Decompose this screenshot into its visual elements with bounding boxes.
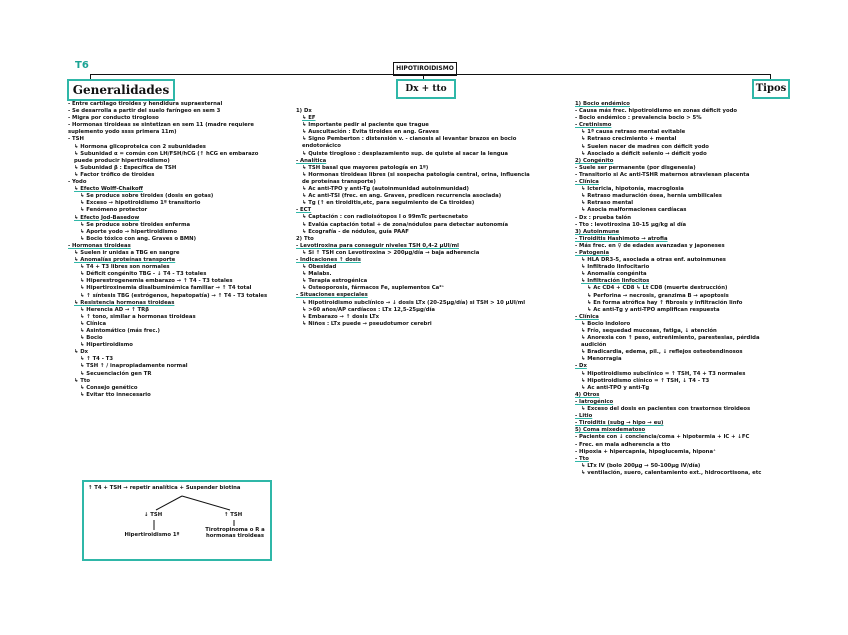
note-line: ↳ ↑ tono, similar a hormonas tiroideas [80,313,196,320]
note-line: ↳ EF [302,115,316,122]
note-line: - Yodo [68,179,87,186]
note-line: ↳ Importante pedir al paciente que trague [302,122,429,129]
column-tipos [575,101,761,477]
note-line: ↳ Niños : LTx puede → pseudotumor cerebri [302,320,432,327]
note-line: ↳ Asintomático (más frec.) [80,328,160,334]
note-line: ↳ Hipotiroidismo subclínico = ↑ TSH, T4 + T3 normales [581,370,746,377]
note-line: 3) Autoinmune [575,228,620,235]
note-line: ↳ Hipotiroidismo subclínico → ↓ dosis LTx (20-25μg/día) si TSH > 10 μUI/ml [302,299,526,306]
note-line: ↳ Anomalías proteínas transporte [74,257,176,264]
note-line: ↳ Bocio [80,335,103,342]
flow-top-row: ↑ T4 + TSH → repetir analítica + Suspender biotina [88,485,241,491]
note-line: - Dx [575,363,587,370]
note-line: 1) Bocio endémico [575,101,630,107]
note-line: ↳ Subunidad α = común con LH/FSH/hCG (↑ hCG en embarazo [74,150,259,157]
note-line: de proteínas transporte) [302,178,376,185]
note-line: ↳ Frío, sequedad mucosas, fatiga, ↓ atención [581,328,717,334]
note-line: ↳ Ecografía - de nódulos, guía PAAF [302,228,409,235]
note-line: 2) Congénito [575,157,614,164]
note-line: - Bocio endémico : prevalencia bocio > 5% [575,115,702,122]
note-line: - Clínica [575,313,599,320]
note-line: - TSH [68,136,84,143]
note-line: - Entre cartílago tiroides y hendidura supraesternal [68,101,223,107]
note-line: - Frec. en mala adherencia a tto [575,441,671,448]
note-line: ↳ TSH ↑ / inapropiadamente normal [80,363,188,370]
note-line: - Hormonas tiroideas [68,242,131,249]
flow-right-result: Tirotropinoma o R a hormonas tiroideas [205,527,265,539]
note-line: ↳ Suelen ir unidas a TBG en sangre [74,249,180,256]
note-line: ↳ Secuenciación gen TR [80,370,152,377]
note-line: - Patogenia [575,249,610,256]
note-line: - Litio [575,413,593,420]
note-line: ↳ Evitar tto innecesario [80,391,151,398]
note-line: - Levotiroxina para conseguir niveles TSH 0,4-2 μUI/ml [296,242,459,249]
note-line: - Transitorio si Ac anti-TSHR maternos atraviesan placenta [575,171,750,178]
note-line: ↳ LTx IV (bolo 200μg → 50-100μg IV/día) [581,462,701,469]
note-line: ↳ Efecto Wolff-Chaikoff [74,186,143,193]
note-line: ↳ Hipertiroidismo [80,342,133,349]
connector-bar [90,74,770,75]
note-line: ↳ Ictericia, hipotonía, macroglosia [581,186,684,193]
note-line: endotorácico [302,143,341,150]
note-line: - Tiroiditis (subg → hipo → eu) [575,420,664,427]
note-line: ↳ Bocio tóxico con ang. Graves o BMN) [80,235,197,242]
note-line: ↳ Ac anti-TSI (frec. en ang. Graves, predicen recurrencia asociada) [302,193,502,200]
note-line: ↳ Hormonas tiroideas libres (si sospecha patología central, orina, influencia [302,171,530,178]
note-line: 4) Otros [575,391,600,398]
note-line: 1) Dx [296,108,312,114]
note-line: - Analítica [296,157,327,164]
header-tipos: Tipos [752,79,790,99]
note-line: 2) Tto [296,235,314,242]
note-line: - Clínica [575,179,599,186]
page-title: HIPOTIROIDISMO [393,62,457,76]
note-line: ↳ Signo Pemberton : distensión v. - cianosis al levantar brazos en bocio [302,136,517,143]
note-line: ↳ Retraso crecimiento + mental [581,136,677,143]
note-line: ↳ Menorragia [581,356,622,363]
flow-left-result: Hipertiroidismo 1º [124,532,180,538]
note-line: ↳ Evalúa captación total + de zona/nódulos para detectar autonomía [302,221,509,228]
note-line: - Iatrogénico [575,398,614,405]
note-line: ↳ Ac anti-TPO y anti-Tg (autoinmunidad autoinmunidad) [302,186,469,193]
note-line: ↳ Factor trófico de tiroides [74,171,155,178]
note-line: ↳ Ac anti-TPO y anti-Tg [581,384,650,391]
note-line: ↳ 1ª causa retraso mental evitable [581,129,686,136]
note-line: ↳ Infiltración linfocitos [581,278,650,285]
note-line: 5) Coma mixedematoso [575,427,646,434]
note-line: ↳ Anorexia con ↑ peso, estreñimiento, parestesias, pérdida [581,335,760,342]
note-line: ↳ Se produce sobre tiroides (dosis en gotas) [80,193,214,200]
note-line: ↳ ventilación, suero, calentamiento ext., hidrocortisona, etc [581,469,762,476]
note-line: ↳ Perforina → necrosis, granzima B → apoptosis [587,292,729,299]
note-line: ↳ Hormona glicoproteica con 2 subunidades [74,143,206,150]
note-line: ↳ Hipertiroxinemia disalbuminémica familiar → ↑ T4 total [80,285,252,292]
note-line: - Migra por conducto tirogloso [68,115,159,122]
topic-tag: T6 [75,60,89,71]
note-line: ↳ Aporte yodo → hipertiroidismo [80,228,177,235]
note-line: ↳ Bocio indoloro [581,320,631,327]
note-line: ↳ Hipotiroidismo clínico = ↑ TSH, ↓ T4 - T3 [581,377,710,384]
note-line: ↳ Déficit congénito TBG - ↓ T4 - T3 totales [80,271,207,278]
note-line: - ECT [296,207,312,214]
note-line: - Tto [575,455,589,462]
note-line: ↳ Fenómeno protector [80,207,148,214]
note-line: - Causa más frec. hipotiroidismo en zonas déficit yodo [575,108,738,115]
note-line: ↳ Se produce sobre tiroides enferma [80,221,191,228]
note-line: ↳ Retraso maduración ósea, hernia umbilicales [581,193,722,200]
flow-box [82,480,272,561]
note-line: ↳ Obesidad [302,264,337,271]
note-line: ↳ Subunidad β : Específica de TSH [74,164,177,171]
note-line: ↳ En forma atrófica hay ↑ fibrosis y infiltración linfo [587,299,743,306]
note-line: ↳ Si ↑ TSH con Levotiroxina > 200μg/día → baja adherencia [302,249,480,256]
note-line: ↳ ↑ síntesis TBG (estrógenos, hepatopatía) → ↑ T4 - T3 totales [80,292,268,299]
note-line: ↳ Tto [74,377,91,384]
note-line: - Hipoxia + hipercapnia, hipoglucemia, hipona⁺ [575,448,716,455]
note-line: ↳ Tg (↑ en tiroiditis,etc, para seguimiento de Ca tiroides) [302,200,475,207]
note-line: ↳ Dx [74,349,89,356]
note-line: ↳ Asocia malformaciones cardíacas [581,207,687,214]
note-line: ↳ Auscultación : Evita tiroides en ang. Graves [302,129,439,136]
note-line: audición [581,342,607,349]
flow-arrows [84,482,270,559]
header-dx: Dx + tto [396,79,456,99]
note-line: ↳ Anomalía congénita [581,271,647,278]
note-line: ↳ Ac CD4 + CD8 ↳ Lt CD8 (muerte destrucción) [587,285,728,292]
note-line: - Tto : levotiroxina 10-15 μg/kg al día [575,221,687,228]
note-line: ↳ Resistencia hormonas tiroideas [74,299,175,306]
note-line: - Indicaciones ↑ dosis [296,256,361,263]
note-line: ↳ Exceso → hipotiroidismo 1º transitorio [80,200,201,207]
note-line: ↳ Bradicardia, edema, pil., ↓ reflejos osteotendinosos [581,349,743,356]
header-generalidades: Generalidades [67,79,175,101]
note-line: ↳ Retraso mental [581,200,634,207]
note-line: ↳ Hiperestrogenemia embarazo → ↑ T4 - T3 totales [80,278,233,285]
note-line: - Se desarrolla a partir del suelo faríngeo en sem 3 [68,108,221,115]
note-line: ↳ T4 + T3 libres son normales [80,264,170,271]
note-line: ↳ Captación : con radioisótopos I o 99mTc pertecnetato [302,214,468,221]
note-line: ↳ TSH basal que mayores patología en 1º) [302,164,429,171]
note-line: ↳ Quiste tirogloso : desplazamiento sup. de quiste al sacar la lengua [302,150,509,157]
note-line: ↳ Osteoporosis, fármacos Fe, suplementos Ca²⁺ [302,285,445,292]
note-line: ↳ HLA DR3-5, asociada a otras enf. autoinmunes [581,257,726,264]
note-line: ↳ Consejo genético [80,384,138,391]
flow-right-arrow: ↑ TSH [224,512,243,518]
note-line: puede producir hipertiroidismo) [74,157,170,164]
note-line: ↳ Herencia AD → ↑ TRβ [80,306,150,313]
note-line: ↳ Terapia estrogénica [302,278,368,285]
note-line: ↳ Clínica [80,320,107,327]
note-line: - Paciente con ↓ conciencia/coma + hipotermia + IC + ↓FC [575,434,750,441]
column-dx-tto [296,108,530,328]
note-line: - Tiroiditis Hashimoto → atrofia [575,235,668,242]
note-line: - Suele ser permanente (por disgenesia) [575,164,696,171]
note-line: ↳ Asociado a déficit selenio → déficit yodo [581,150,707,157]
note-line: ↳ Ac anti-Tg y anti-TPO amplifican respuesta [587,306,720,313]
note-line: suplemento yodo ssss primera 11m) [68,129,177,136]
note-line: ↳ Exceso del dosis en pacientes con trastornos tiroideos [581,406,751,413]
note-line: ↳ Infiltrado linfocitario [581,264,650,271]
column-generalidades [68,101,267,399]
note-line: ↳ Malabs. [302,271,332,278]
note-line: ↳ Efecto Jod-Basedow [74,214,140,221]
note-line: ↳ Embarazo → ↑ dosis LTx [302,313,380,320]
note-line: - Hormonas tiroideas se sintetizan en sem 11 (madre requiere [68,122,254,129]
note-line: ↳ >60 años/AP cardíacos : LTx 12,5-25μg/día [302,306,435,313]
note-line: - Dx : prueba talón [575,214,631,221]
note-line: - Situaciones especiales [296,292,368,299]
flow-left-arrow: ↓ TSH [144,512,163,518]
note-line: ↳ Suelen nacer de madres con déficit yodo [581,143,709,150]
note-line: - Cretinismo [575,122,612,129]
note-line: - Más frec. en ♀ de edades avanzadas y japoneses [575,242,725,249]
note-line: ↳ ↑ T4 - T3 [80,356,114,363]
